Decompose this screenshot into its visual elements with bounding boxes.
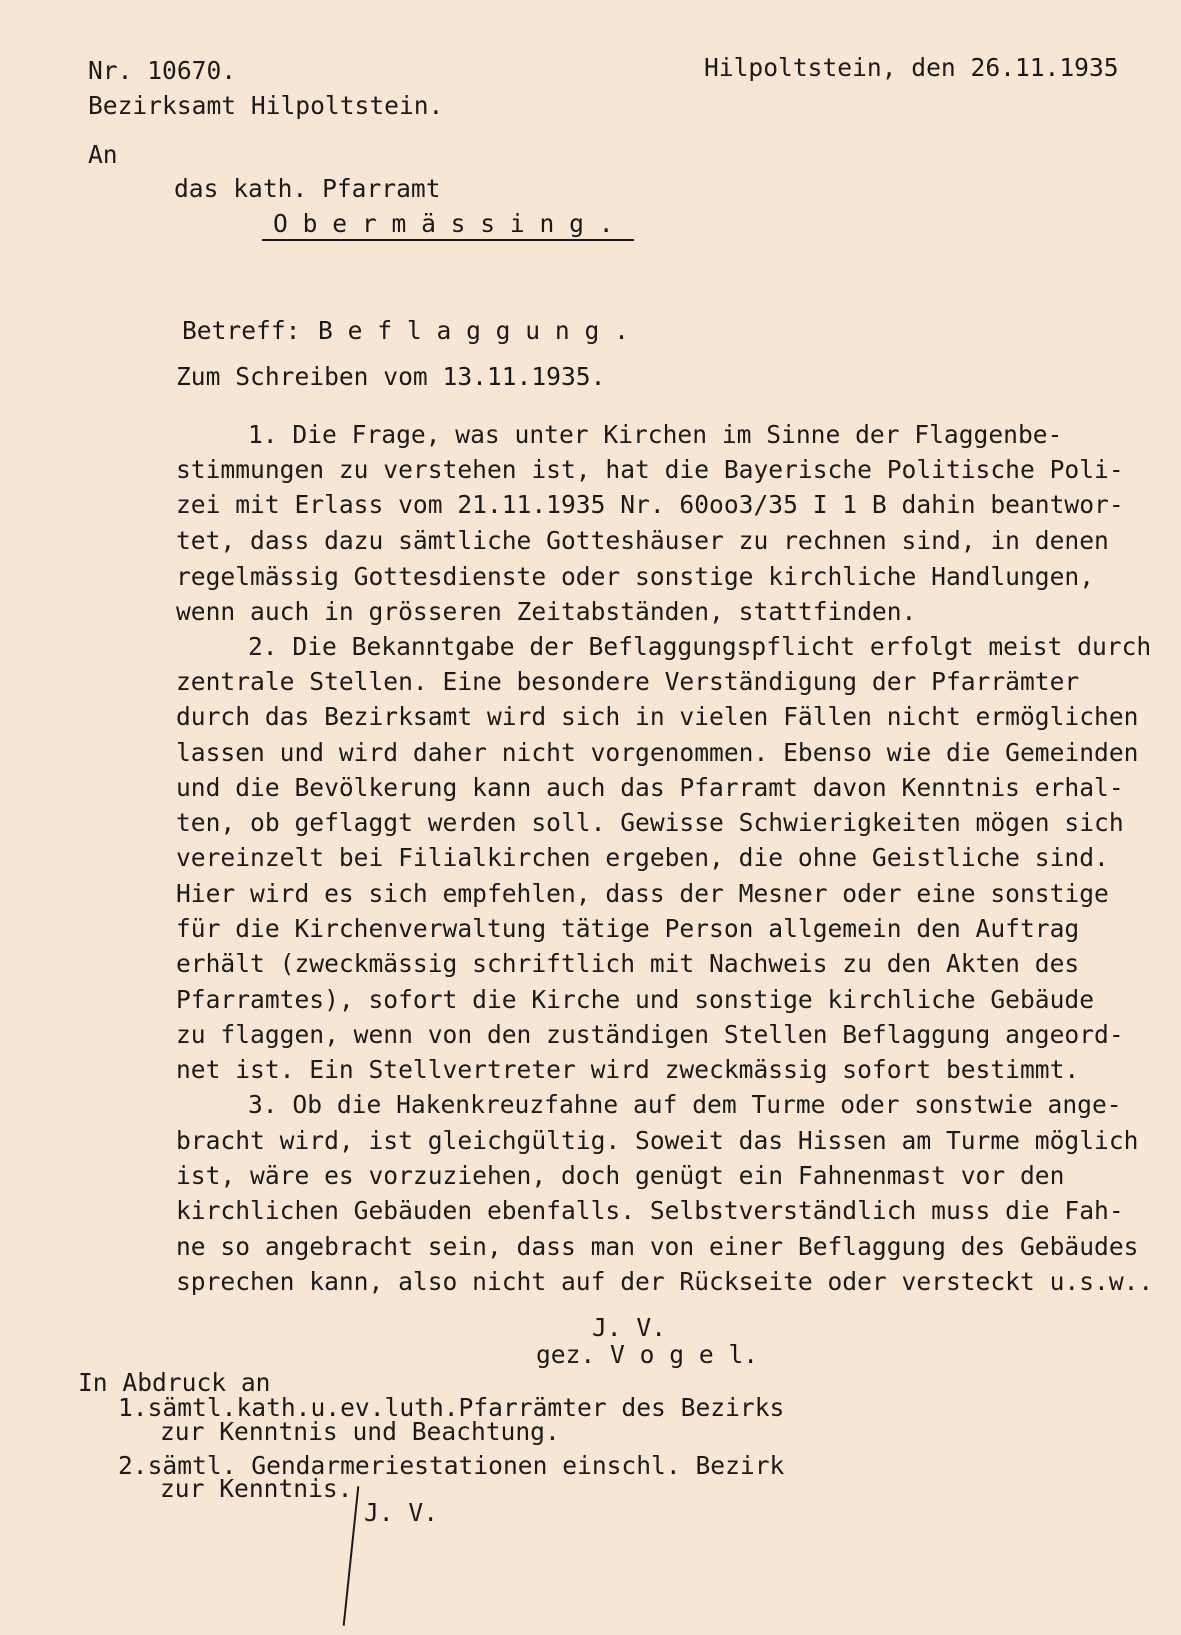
issuing-authority: Bezirksamt Hilpoltstein. (88, 91, 444, 120)
recipient-line-1: das kath. Pfarramt (174, 174, 441, 203)
body-line: und die Bevölkerung kann auch das Pfarramt davon Kenntnis erhal- (176, 773, 1124, 802)
subject-reference: Zum Schreiben vom 13.11.1935. (176, 362, 606, 391)
copies-item-1-note: zur Kenntnis und Beachtung. (160, 1417, 560, 1446)
subject-text: B e f l a g g u n g . (318, 316, 629, 345)
body-line: wenn auch in grösseren Zeitabständen, stattfinden. (176, 597, 917, 626)
recipient-underline (262, 239, 634, 241)
body-line: erhält (zweckmässig schriftlich mit Nachweis zu den Akten des (176, 949, 1080, 978)
body-line: stimmungen zu verstehen ist, hat die Bayerische Politische Poli- (176, 455, 1124, 484)
copies-item-2-note: zur Kenntnis. (160, 1474, 353, 1503)
document-number: Nr. 10670. (88, 56, 237, 85)
body-line: zentrale Stellen. Eine besondere Verständigung der Pfarrämter (176, 667, 1080, 696)
body-line: ten, ob geflaggt werden soll. Gewisse Schwierigkeiten mögen sich (176, 808, 1124, 837)
body-line: sprechen kann, also nicht auf der Rückseite oder versteckt u.s.w.. (176, 1267, 1154, 1296)
body-line: 1. Die Frage, was unter Kirchen im Sinne der Flaggenbe- (248, 420, 1063, 449)
body-line: regelmässig Gottesdienste oder sonstige kirchliche Handlungen, (176, 562, 1095, 591)
recipient-line-2: O b e r m ä s s i n g . (273, 209, 614, 238)
handwritten-stroke (343, 1486, 360, 1625)
signature-name: gez. V o g e l. (536, 1340, 759, 1369)
body-line: für die Kirchenverwaltung tätige Person allgemein den Auftrag (176, 914, 1080, 943)
copies-item-2: 2.sämtl. Gendarmeriestationen einschl. Bezirk (118, 1451, 785, 1480)
body-line: ne so angebracht sein, dass man von einer Beflaggung des Gebäudes (176, 1232, 1139, 1261)
body-line: lassen und wird daher nicht vorgenommen. Ebenso wie die Gemeinden (176, 738, 1139, 767)
body-line: Hier wird es sich empfehlen, dass der Mesner oder eine sonstige (176, 879, 1109, 908)
body-line: zei mit Erlass vom 21.11.1935 Nr. 60oo3/35 I 1 B dahin beantwor- (176, 490, 1124, 519)
body-line: 2. Die Bekanntgabe der Beflaggungspflicht erfolgt meist durch (248, 632, 1152, 661)
body-line: kirchlichen Gebäuden ebenfalls. Selbstverständlich muss die Fah- (176, 1196, 1124, 1225)
body-line: 3. Ob die Hakenkreuzfahne auf dem Turme oder sonstwie ange- (248, 1090, 1122, 1119)
signature-jv: J. V. (592, 1313, 667, 1342)
body-line: Pfarramtes), sofort die Kirche und sonstige kirchliche Gebäude (176, 985, 1095, 1014)
copies-item-1: 1.sämtl.kath.u.ev.luth.Pfarrämter des Bezirks (118, 1393, 785, 1422)
body-line: zu flaggen, wenn von den zuständigen Stellen Beflaggung angeord- (176, 1020, 1124, 1049)
copies-jv: J. V. (364, 1498, 439, 1527)
body-line: tet, dass dazu sämtliche Gotteshäuser zu rechnen sind, in denen (176, 526, 1109, 555)
recipient-to: An (88, 140, 118, 169)
body-line: durch das Bezirksamt wird sich in vielen Fällen nicht ermöglichen (176, 702, 1139, 731)
body-line: net ist. Ein Stellvertreter wird zweckmässig sofort bestimmt. (176, 1055, 1080, 1084)
copies-heading: In Abdruck an (78, 1368, 271, 1397)
body-line: ist, wäre es vorzuziehen, doch genügt ein Fahnenmast vor den (176, 1161, 1065, 1190)
body-line: bracht wird, ist gleichgültig. Soweit das Hissen am Turme möglich (176, 1126, 1139, 1155)
place-and-date: Hilpoltstein, den 26.11.1935 (704, 53, 1119, 82)
subject-label: Betreff: (182, 316, 301, 345)
body-line: vereinzelt bei Filialkirchen ergeben, die ohne Geistliche sind. (176, 843, 1109, 872)
